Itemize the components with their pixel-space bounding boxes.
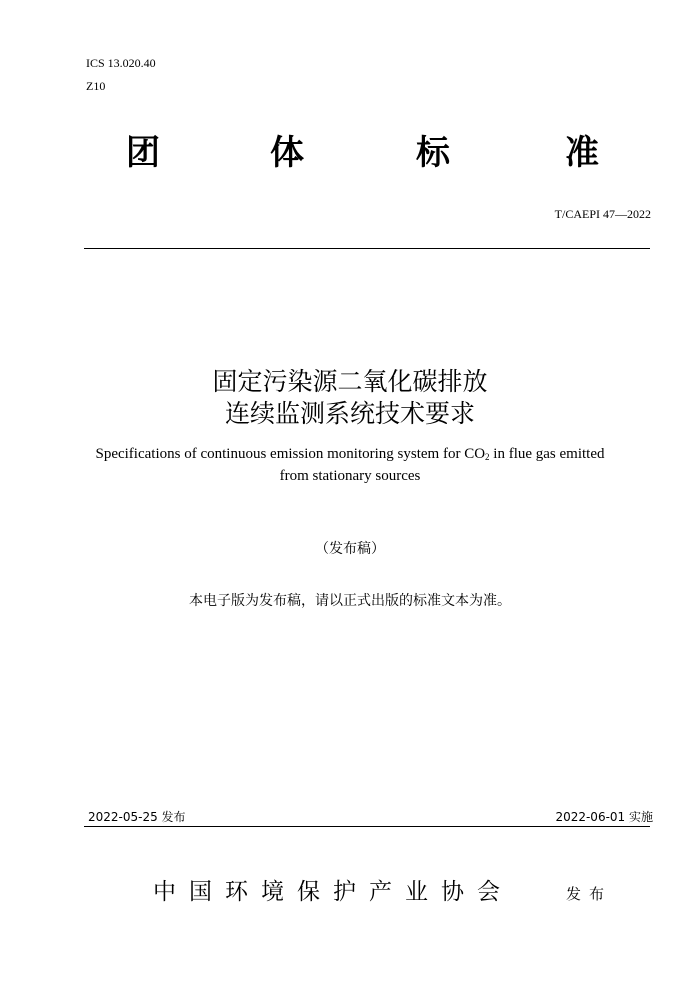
standard-type-char: 标 (416, 133, 450, 173)
title-en-line1-pre: Specifications of continuous emission monitoring system for CO (95, 446, 486, 462)
issuing-organization: 中国环境保护产业协会 (153, 879, 513, 905)
issue-label: 发布 (566, 885, 613, 903)
standard-type-heading (0, 131, 700, 175)
footer-divider (84, 826, 650, 827)
publish-date: 2022-05-25 发布 (88, 810, 186, 824)
version-notice: 本电子版为发布稿，请以正式出版的标准文本为准。 (189, 593, 511, 609)
title-zh-line2: 连续监测系统技术要求 (224, 399, 475, 428)
standard-type-char: 团 (126, 133, 160, 173)
draft-label: （发布稿） (315, 541, 385, 557)
title-en-line1-post: in flue gas emitted (489, 446, 605, 462)
title-en-subscript: 2 (485, 452, 490, 462)
standard-type-char: 体 (270, 133, 304, 173)
title-en-line2: from stationary sources (279, 468, 421, 484)
ics-code: ICS 13.020.40 (86, 56, 156, 70)
classification-code: Z10 (86, 79, 106, 93)
title-zh-line1: 固定污染源二氧化碳排放 (212, 367, 488, 396)
standard-number: T/CAEPI 47—2022 (554, 207, 651, 221)
header-divider (84, 248, 650, 249)
implement-date: 2022-06-01 实施 (555, 810, 653, 824)
standard-type-char: 准 (565, 133, 599, 173)
